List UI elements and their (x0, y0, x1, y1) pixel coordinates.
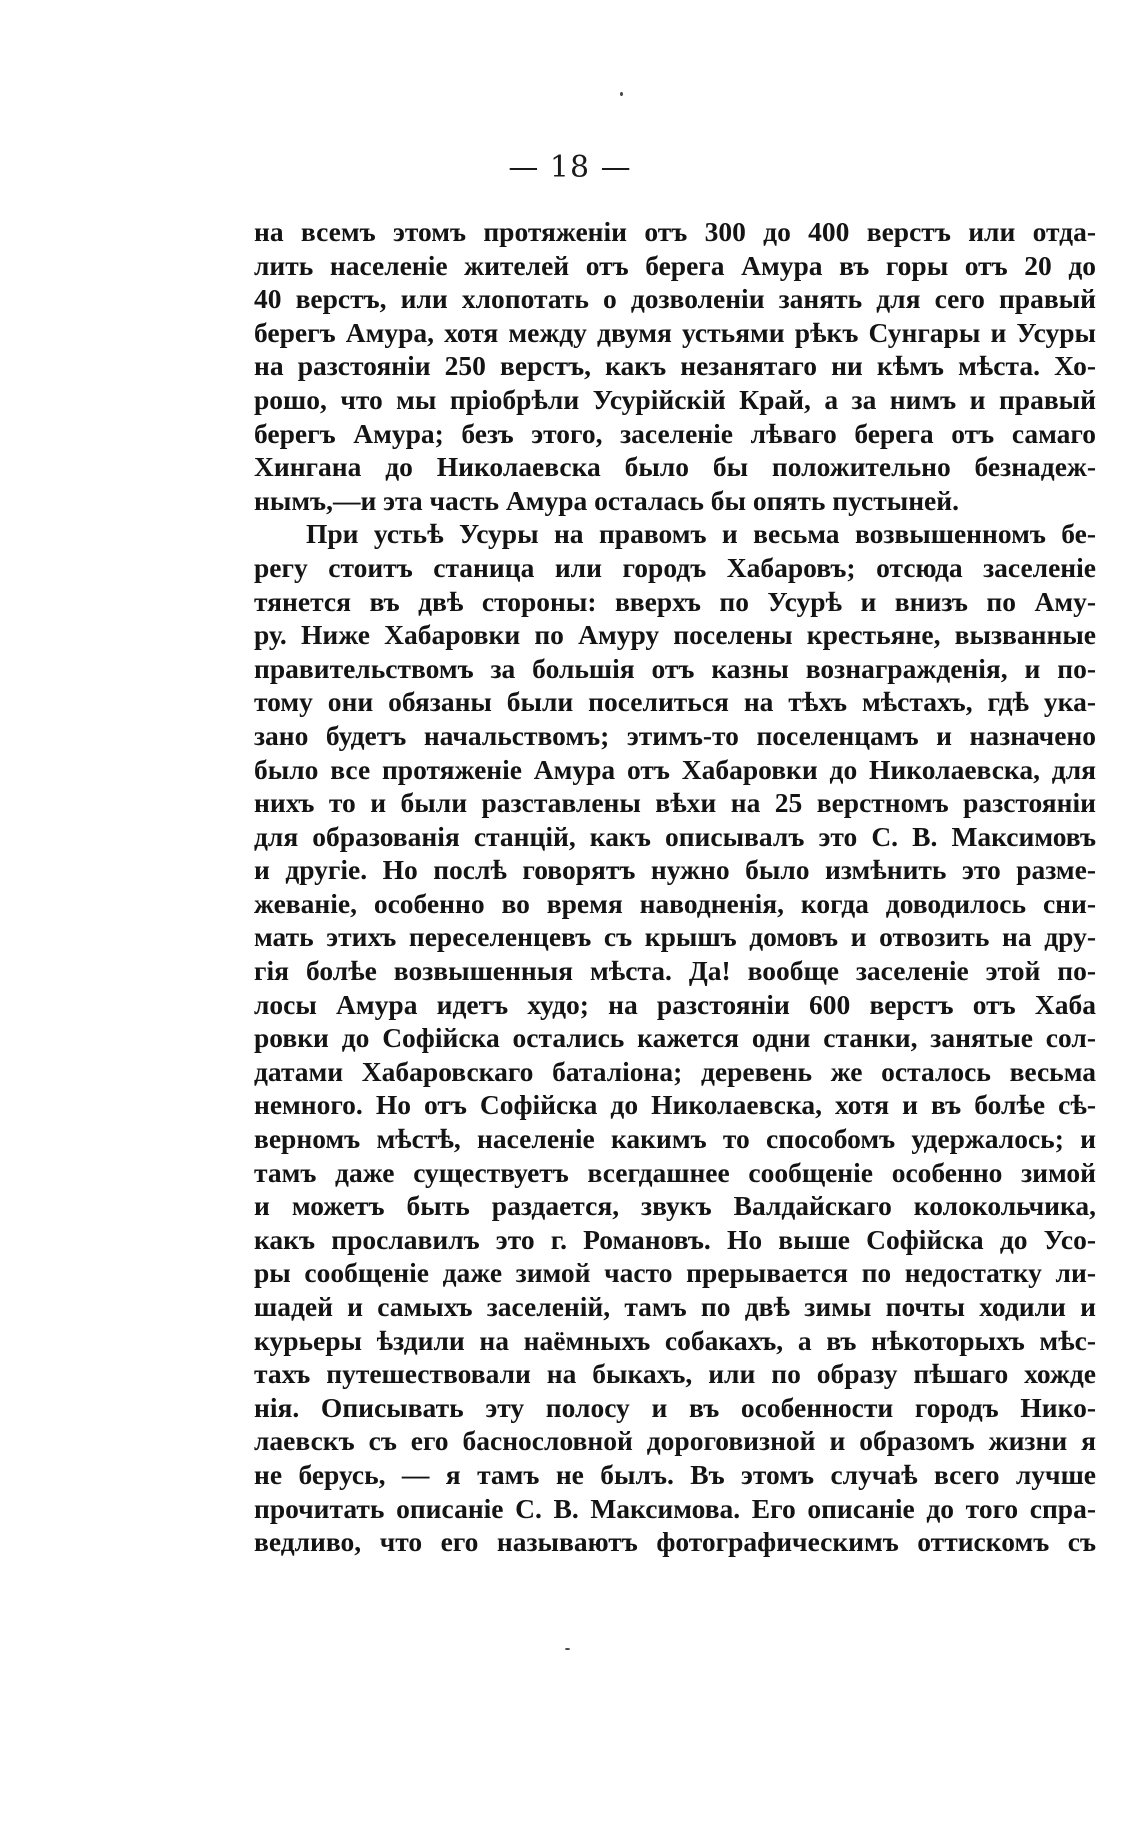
page-number: — 18 — (508, 150, 632, 185)
text-line: берегъ Амура; безъ этого, заселеніе лѣваго берега отъ самаго (254, 417, 1096, 449)
text-line: ры сообщеніе даже зимой часто прерывается по недостатку ли- (254, 1257, 1096, 1289)
text-line: шадей и самыхъ заселеній, тамъ по двѣ зимы почты ходили и (254, 1291, 1096, 1322)
text-line: рошо, что мы пріобрѣли Усурійскій Край, а за нимъ и правый (254, 383, 1096, 415)
text-line: ведливо, что его называютъ фотографическимъ оттискомъ съ (254, 1526, 1096, 1558)
text-line: правительствомъ за большія отъ казны вознагражденія, и по- (254, 652, 1096, 684)
text-line: нымъ,—и эта часть Амура осталась бы опять пустыней. (254, 484, 959, 516)
text-line: не берусь, — я тамъ не былъ. Въ этомъ случаѣ всего лучше (254, 1458, 1096, 1490)
text-line: немного. Но отъ Софійска до Николаевска, хотя и въ болѣе сѣ- (254, 1089, 1096, 1121)
text-line: мать этихъ переселенцевъ съ крышъ домовъ и отвозить на дру- (254, 921, 1096, 953)
text-line: верномъ мѣстѣ, населеніе какимъ то способомъ удержалось; и (254, 1123, 1096, 1155)
text-line: гія болѣе возвышенныя мѣста. Да! вообще заселеніе этой по- (254, 955, 1096, 987)
text-line: лосы Амура идетъ худо; на разстояніи 600 верстъ отъ Хаба (254, 988, 1096, 1020)
text-line: нихъ то и были разставлены вѣхи на 25 верстномъ разстояніи (254, 787, 1096, 819)
text-line: зано будетъ начальствомъ; этимъ-то поселенцамъ и назначено (254, 719, 1096, 751)
text-line: лаевскъ съ его баснословной дороговизной и образомъ жизни я (254, 1425, 1096, 1457)
text-line: 40 верстъ, или хлопотать о дозволеніи занять для сего правый (254, 283, 1096, 315)
text-line: тому они обязаны были поселиться на тѣхъ мѣстахъ, гдѣ ука- (254, 686, 1096, 718)
text-line: на разстояніи 250 верстъ, какъ незанятаго ни кѣмъ мѣста. Хо- (254, 350, 1096, 382)
body-text (254, 215, 1096, 1559)
text-line: лить населеніе жителей отъ берега Амура въ горы отъ 20 до (254, 249, 1096, 281)
text-line: тамъ даже существуетъ всегдашнее сообщеніе особенно зимой (254, 1156, 1096, 1188)
text-line: регу стоитъ станица или городъ Хабаровъ; отсюда заселеніе (254, 551, 1096, 583)
text-line: ровки до Софійска остались кажется одни станки, занятые сол- (254, 1022, 1096, 1054)
text-line: какъ прославилъ это г. Романовъ. Но выше Софійска до Усо- (254, 1223, 1096, 1255)
text-line: на всемъ этомъ протяженіи отъ 300 до 400 верстъ или отда- (254, 216, 1096, 247)
text-line: и можетъ быть раздается, звукъ Валдайскаго колокольчика, (254, 1190, 1096, 1222)
text-line: ру. Ниже Хабаровки по Амуру поселены крестьяне, вызванные (254, 619, 1096, 651)
text-line: датами Хабаровскаго баталіона; деревень же осталось весьма (254, 1055, 1096, 1087)
text-line: и другіе. Но послѣ говорятъ нужно было измѣнить это разме- (254, 854, 1096, 886)
text-line: жеваніе, особенно во время наводненія, когда доводилось сни- (254, 887, 1096, 919)
text-line: тахъ путешествовали на быкахъ, или по образу пѣшаго хожде (254, 1358, 1096, 1390)
text-line: прочитать описаніе С. В. Максимова. Его описаніе до того спра- (254, 1492, 1096, 1524)
text-line: берегъ Амура, хотя между двумя устьями рѣкъ Сунгары и Усуры (254, 316, 1096, 348)
paper-speck (620, 92, 623, 96)
text-line: Хингана до Николаевска было бы положительно безнадеж- (254, 451, 1096, 483)
text-line: нія. Описывать эту полосу и въ особенности городъ Нико- (254, 1391, 1096, 1423)
text-line: курьеры ѣздили на наёмныхъ собакахъ, а въ нѣкоторыхъ мѣс- (254, 1324, 1096, 1356)
paper-speck (565, 1648, 570, 1650)
text-line: При устьѣ Усуры на правомъ и весьма возвышенномъ бе- (306, 518, 1096, 550)
text-line: было все протяженіе Амура отъ Хабаровки до Николаевска, для (254, 753, 1096, 785)
text-line: тянется въ двѣ стороны: вверхъ по Усурѣ и внизъ по Аму- (254, 585, 1096, 617)
text-line: для образованія станцій, какъ описывалъ это С. В. Максимовъ (254, 820, 1096, 852)
